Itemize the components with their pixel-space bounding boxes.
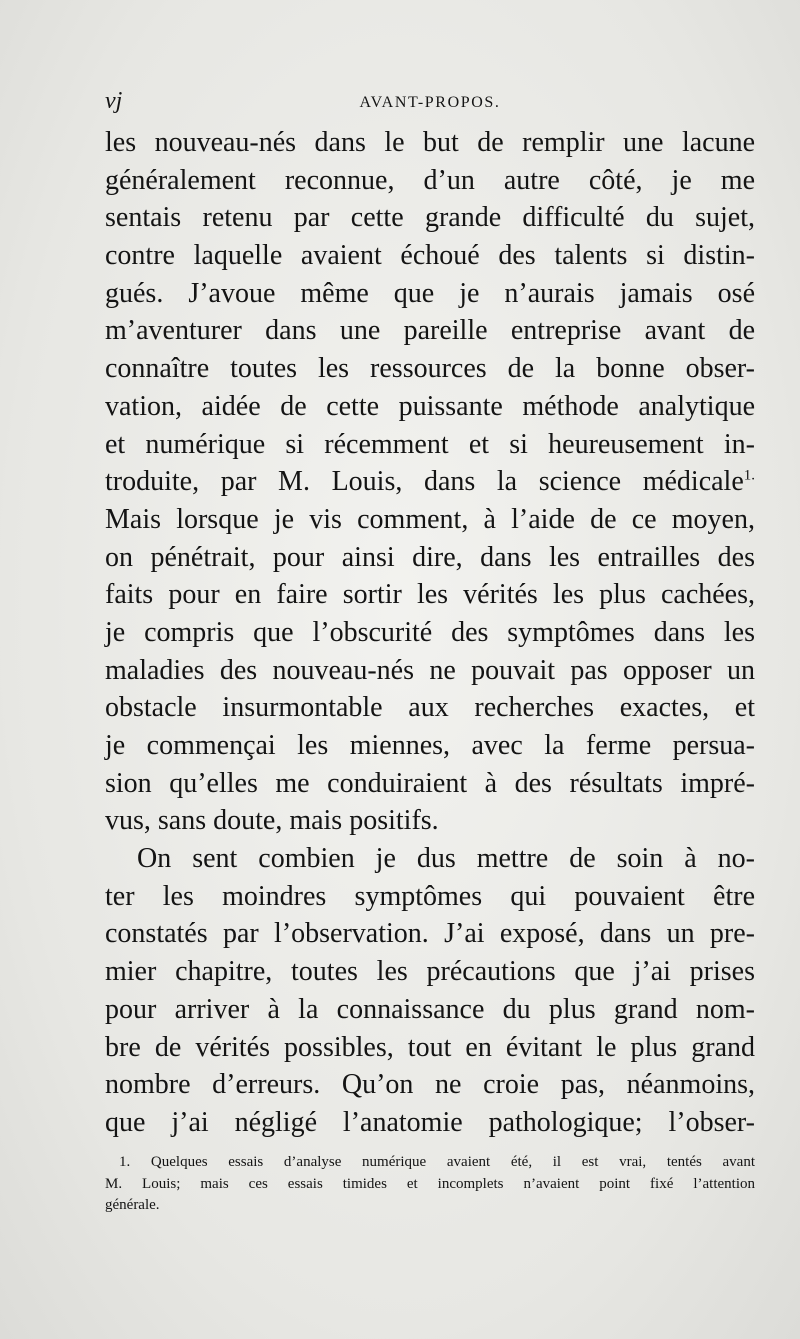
text-line: obstacle insurmontable aux recherches exactes, et [105, 692, 755, 724]
main-text [105, 124, 755, 1142]
footnote-line: 1. Quelques essais d’analyse numérique avaient été, il est vrai, tentés avant [119, 1154, 755, 1170]
text-line: généralement reconnue, d’un autre côté, je me [105, 164, 755, 196]
text-line: troduite, par M. Louis, dans la science médicale [105, 466, 744, 498]
footnote-marker: 1. [743, 467, 755, 484]
text-line: et numérique si récemment et si heureusement in- [105, 428, 755, 460]
text-line: je compris que l’obscurité des symptômes dans les [105, 616, 755, 648]
text-line: connaître toutes les ressources de la bonne obser- [105, 353, 755, 385]
text-line: On sent combien je dus mettre de soin à no- [137, 843, 755, 875]
text-line: Mais lorsque je vis comment, à l’aide de ce moyen, [105, 503, 755, 535]
text-line: maladies des nouveau-nés ne pouvait pas opposer un [105, 654, 755, 686]
text-line: bre de vérités possibles, tout en évitant le plus grand [105, 1031, 755, 1063]
footnote-line: générale. [105, 1197, 160, 1213]
text-line: gués. J’avoue même que je n’aurais jamais osé [105, 277, 755, 309]
text-line: constatés par l’observation. J’ai exposé, dans un pre- [105, 918, 755, 950]
text-line: pour arriver à la connaissance du plus grand nom- [105, 993, 755, 1025]
text-line: vation, aidée de cette puissante méthode analytique [105, 390, 755, 422]
text-line: m’aventurer dans une pareille entreprise avant de [105, 315, 755, 347]
running-title: AVANT-PROPOS. [359, 94, 501, 111]
text-line: mier chapitre, toutes les précautions que j’ai prises [105, 956, 755, 988]
text-line-with-footnote-ref [105, 463, 755, 501]
text-line: on pénétrait, pour ainsi dire, dans les entrailles des [105, 541, 755, 573]
text-line: sentais retenu par cette grande difficulté du sujet, [105, 202, 755, 234]
text-line: faits pour en faire sortir les vérités les plus cachées, [105, 579, 755, 611]
text-line: sion qu’elles me conduiraient à des résultats impré- [105, 767, 755, 799]
page-number: vj [105, 88, 123, 114]
text-line: nombre d’erreurs. Qu’on ne croie pas, néanmoins, [105, 1069, 755, 1101]
page-header [105, 88, 755, 116]
text-line: vus, sans doute, mais positifs. [105, 805, 439, 837]
text-line: contre laquelle avaient échoué des talents si distin- [105, 240, 755, 272]
text-line: les nouveau-nés dans le but de remplir une lacune [105, 127, 755, 158]
text-line: que j’ai négligé l’anatomie pathologique; l’obser- [105, 1106, 755, 1138]
text-line: ter les moindres symptômes qui pouvaient être [105, 880, 755, 912]
text-line: je commençai les miennes, avec la ferme persua- [105, 730, 755, 761]
footnotes [105, 1152, 755, 1217]
footnote-line: M. Louis; mais ces essais timides et incomplets n’avaient point fixé l’attention [105, 1175, 755, 1192]
